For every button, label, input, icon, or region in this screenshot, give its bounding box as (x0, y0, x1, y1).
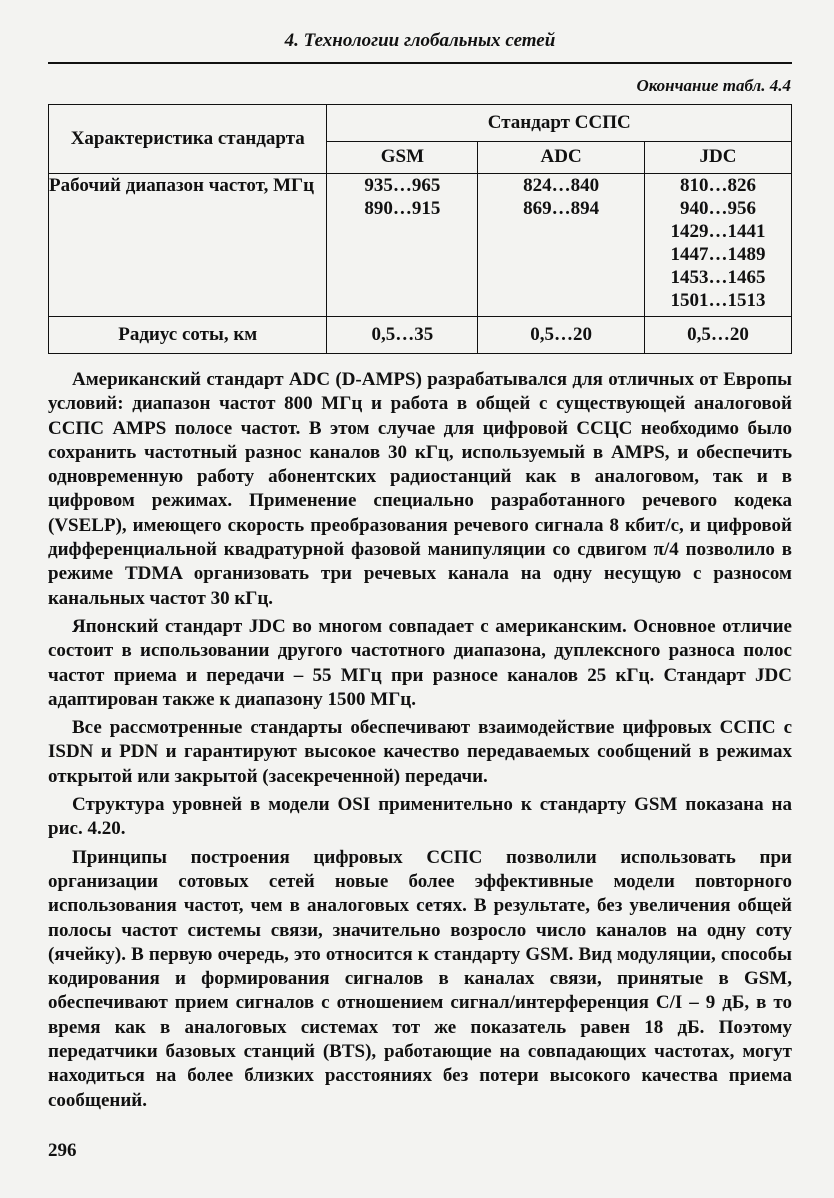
cell-jdc-frequency (644, 174, 791, 317)
row-label-frequency-range: Рабочий диапазон частот, МГц (49, 174, 327, 317)
paragraph: Структура уровней в модели OSI применительно к стандарту GSM показана на рис. 4.20. (48, 794, 792, 840)
value-line: 935…965 (364, 175, 441, 196)
paragraph: Американский стандарт ADC (D-AMPS) разрабатывался для отличных от Европы условий: диапазон частот 800 МГц и работа в общей с существующей аналоговой ССПС AMPS полосе частот. В этом случае для цифровой ССЦС необходимо было сохранить частотный разнос каналов 30 кГц, используемый в AMPS, и обеспечить одновременную работу абонентских радиостанций как в аналоговом, так и в цифровом режимах. Применение специально разработанного речевого кодека (VSELP), имеющего скорость преобразования речевого сигнала 8 кбит/с, и цифровой дифференциальной квадратурной фазовой манипуляции со сдвигом π/4 позволило в режиме TDMA организовать три речевых канала на одну несущую с разносом канальных частот 30 кГц. (48, 369, 792, 609)
value-line: 1429…1441 (670, 221, 766, 242)
cell-adc-radius: 0,5…20 (478, 317, 645, 354)
cell-jdc-radius: 0,5…20 (644, 317, 791, 354)
running-title: 4. Технологии глобальных сетей (284, 30, 556, 51)
paragraph: Все рассмотренные стандарты обеспечивают взаимодействие цифровых ССПС с ISDN и PDN и гарантируют высокое качество передаваемых сообщений в режимах открытой или закрытой (засекреченной) передачи. (48, 717, 792, 787)
value-line: 1447…1489 (670, 244, 766, 265)
value-line: 824…840 (523, 175, 600, 196)
paragraph: Японский стандарт JDC во многом совпадает с американским. Основное отличие состоит в использовании другого частотного диапазона, дуплексного разноса полос частот приема и передачи – 55 МГц при разносе каналов 25 кГц. Стандарт JDC адаптирован также к диапазону 1500 МГц. (48, 615, 792, 710)
page-number: 296 (48, 1140, 77, 1161)
value-line: 869…894 (523, 198, 600, 219)
standards-table (48, 104, 792, 354)
column-header-gsm: GSM (327, 141, 478, 173)
paragraph: Принципы построения цифровых ССПС позволили использовать при организации сотовых сетей новые более эффективные модели повторного использования частот, чем в аналоговых сетях. В результате, без увеличения общей полосы частот системы связи, значительно возросло число каналов на одну соту (ячейку). В первую очередь, это относится к стандарту GSM. Вид модуляции, способы кодирования и формирования сигналов в каналах связи, принятые в GSM, обеспечивают прием сигналов с отношением сигнал/интерференция С/I – 9 дБ, в то время как в аналоговых системах тот же показатель равен 18 дБ. Поэтому передатчики базовых станций (BTS), работающие на совпадающих частотах, могут находиться на более близких расстояниях без потери высокого качества приема сообщений. (48, 846, 792, 1111)
row-label-cell-radius: Радиус соты, км (49, 317, 327, 354)
value-line: 1501…1513 (670, 290, 766, 311)
value-line: 810…826 (679, 175, 756, 196)
value-line: 940…956 (679, 198, 756, 219)
cell-gsm-frequency (327, 174, 478, 317)
table-row (49, 174, 792, 317)
value-line: 1453…1465 (670, 267, 766, 288)
header-rule (48, 62, 792, 64)
value-line: 890…915 (364, 198, 441, 219)
body-text (48, 368, 792, 1117)
table-caption: Окончание табл. 4.4 (636, 76, 791, 95)
column-header-characteristic: Характеристика стандарта (49, 105, 327, 174)
table-row (49, 317, 792, 354)
column-header-adc: ADC (478, 141, 645, 173)
column-header-standard-group: Стандарт ССПС (327, 105, 792, 142)
cell-adc-frequency (478, 174, 645, 317)
column-header-jdc: JDC (644, 141, 791, 173)
cell-gsm-radius: 0,5…35 (327, 317, 478, 354)
